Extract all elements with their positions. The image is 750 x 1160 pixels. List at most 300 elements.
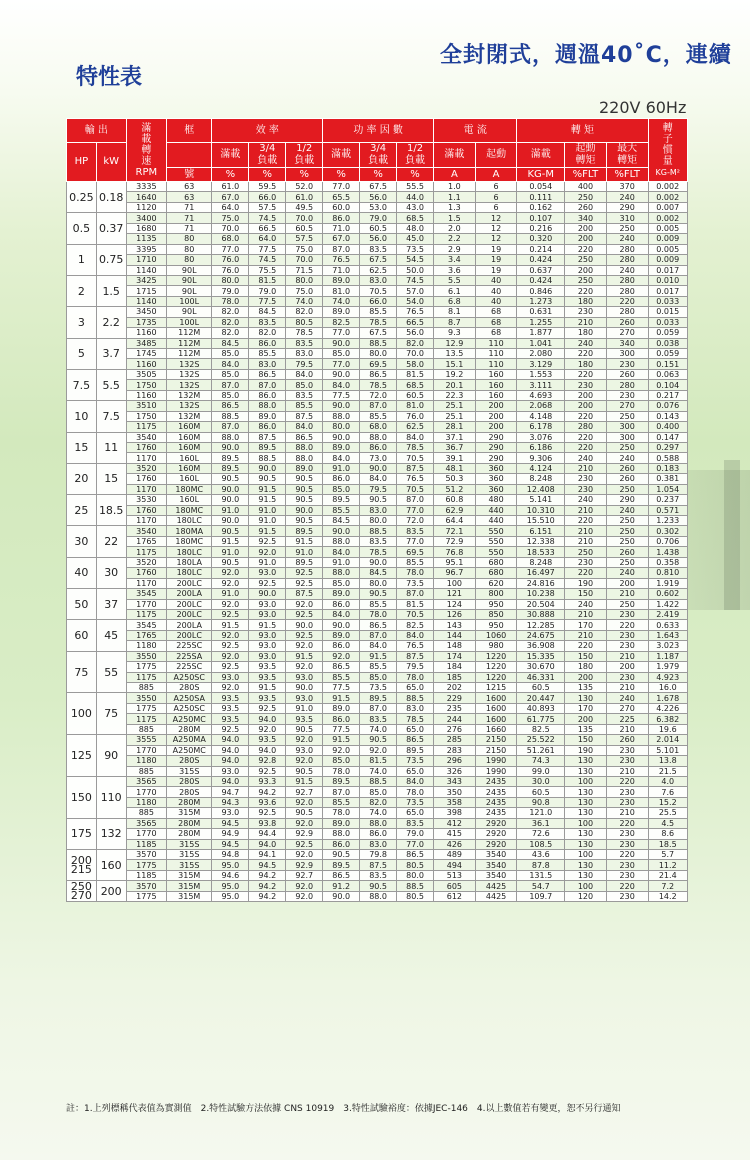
table-cell: 0.104: [648, 380, 687, 390]
table-cell: 81.5: [249, 275, 286, 285]
table-cell: 1.877: [517, 328, 565, 338]
table-cell: 1175: [126, 672, 167, 682]
table-cell: 230: [606, 787, 648, 797]
table-cell: 83.0: [249, 359, 286, 369]
table-cell: 89.5: [212, 463, 249, 473]
table-cell: 230: [606, 745, 648, 755]
table-cell: 65.5: [323, 192, 360, 202]
table-cell: 94.8: [212, 850, 249, 860]
table-cell: 68: [475, 317, 517, 327]
table-cell: 220: [565, 641, 607, 651]
unit-pct: %: [397, 168, 434, 182]
table-cell: 220: [606, 620, 648, 630]
table-cell: 91.0: [249, 516, 286, 526]
table-cell: 92.0: [286, 881, 323, 891]
table-cell: 1760: [126, 568, 167, 578]
table-cell: 90.5: [360, 589, 397, 599]
table-cell: 0.002: [648, 182, 687, 192]
table-cell: 70.5: [397, 609, 434, 619]
table-cell: 73.0: [360, 453, 397, 463]
table-cell: 310: [606, 213, 648, 223]
table-cell: 3545: [126, 620, 167, 630]
table-cell: 3400: [126, 213, 167, 223]
table-cell: 25.1: [434, 401, 476, 411]
table-cell: 82.5: [517, 724, 565, 734]
table-cell: 75.5: [249, 265, 286, 275]
table-cell: 86.5: [360, 620, 397, 630]
table-cell: 92.9: [286, 829, 323, 839]
table-cell: 0.183: [648, 463, 687, 473]
table-cell: 280M: [167, 829, 212, 839]
table-cell: 200: [475, 422, 517, 432]
table-cell: 84.0: [212, 359, 249, 369]
table-cell: 94.5: [212, 839, 249, 849]
table-cell: 82.0: [212, 328, 249, 338]
table-row: [67, 850, 688, 860]
table-cell: 12.285: [517, 620, 565, 630]
table-row: [67, 182, 688, 192]
table-cell: 605: [434, 881, 476, 891]
col-power-factor: 功 率 因 數: [323, 119, 434, 143]
table-cell: 86.5: [286, 432, 323, 442]
table-cell: 86.0: [323, 213, 360, 223]
kw-cell: 75: [96, 693, 126, 735]
table-cell: 70.0: [286, 255, 323, 265]
table-row: [67, 672, 688, 682]
table-row: [67, 202, 688, 212]
table-cell: 81.0: [397, 401, 434, 411]
table-cell: 240: [565, 599, 607, 609]
table-cell: 83.5: [360, 870, 397, 880]
table-cell: 86.5: [323, 662, 360, 672]
table-cell: 950: [475, 620, 517, 630]
table-row: [67, 641, 688, 651]
table-cell: 260: [606, 369, 648, 379]
table-cell: 79.5: [286, 359, 323, 369]
table-cell: 326: [434, 766, 476, 776]
table-cell: 90.0: [212, 516, 249, 526]
table-cell: 290: [606, 202, 648, 212]
table-cell: 160M: [167, 422, 212, 432]
table-cell: 94.0: [249, 745, 286, 755]
table-cell: 72.0: [360, 390, 397, 400]
table-cell: 90.0: [323, 620, 360, 630]
table-cell: 11.2: [648, 860, 687, 870]
table-cell: 89.0: [323, 275, 360, 285]
table-cell: 92.0: [286, 797, 323, 807]
table-cell: 90.5: [212, 526, 249, 536]
table-row: [67, 338, 688, 348]
table-cell: 16.0: [648, 683, 687, 693]
table-cell: 315M: [167, 808, 212, 818]
table-row: [67, 422, 688, 432]
table-cell: 8.6: [648, 829, 687, 839]
table-cell: 74.0: [323, 296, 360, 306]
table-cell: 2.9: [434, 244, 476, 254]
table-cell: 77.0: [212, 244, 249, 254]
table-cell: 89.5: [286, 526, 323, 536]
table-cell: 80.0: [212, 275, 249, 285]
table-cell: 89.0: [323, 630, 360, 640]
table-cell: 160L: [167, 453, 212, 463]
table-row: [67, 756, 688, 766]
table-cell: 160M: [167, 442, 212, 452]
table-row: [67, 442, 688, 452]
table-cell: 82.0: [212, 317, 249, 327]
table-cell: 0.002: [648, 213, 687, 223]
table-cell: 82.0: [397, 338, 434, 348]
table-cell: 76.0: [212, 265, 249, 275]
table-cell: 260: [606, 317, 648, 327]
table-cell: 99.0: [517, 766, 565, 776]
table-cell: 270: [606, 328, 648, 338]
table-cell: 13.5: [434, 349, 476, 359]
table-cell: 0.063: [648, 369, 687, 379]
table-cell: 1170: [126, 453, 167, 463]
table-cell: 87.0: [360, 630, 397, 640]
hp-cell: 100: [67, 693, 97, 735]
table-cell: 93.3: [249, 776, 286, 786]
table-cell: 77.0: [323, 359, 360, 369]
table-cell: 230: [606, 756, 648, 766]
table-cell: 85.5: [286, 401, 323, 411]
table-cell: 93.0: [249, 609, 286, 619]
table-row: [67, 296, 688, 306]
table-cell: 87.8: [517, 860, 565, 870]
table-row: [67, 589, 688, 599]
table-cell: 66.0: [360, 296, 397, 306]
kw-cell: 200: [96, 881, 126, 902]
table-cell: 89.5: [323, 495, 360, 505]
table-cell: 87.0: [397, 495, 434, 505]
table-cell: 350: [434, 787, 476, 797]
table-cell: 210: [565, 630, 607, 640]
table-cell: 73.5: [397, 578, 434, 588]
table-cell: 18.5: [648, 839, 687, 849]
table-cell: 73.5: [360, 683, 397, 693]
table-row: [67, 536, 688, 546]
col-frame-no: 號: [167, 168, 212, 182]
table-cell: 1180: [126, 641, 167, 651]
table-cell: 28.1: [434, 422, 476, 432]
table-cell: 57.5: [286, 234, 323, 244]
table-cell: 180MC: [167, 484, 212, 494]
table-cell: 130: [565, 787, 607, 797]
table-cell: 250: [606, 599, 648, 609]
table-cell: 88.0: [249, 401, 286, 411]
table-cell: 121.0: [517, 808, 565, 818]
table-cell: 88.5: [397, 881, 434, 891]
table-cell: 67.0: [323, 234, 360, 244]
table-cell: 78.0: [360, 609, 397, 619]
table-cell: 76.5: [397, 641, 434, 651]
table-cell: 315S: [167, 766, 212, 776]
table-cell: 88.5: [360, 526, 397, 536]
table-cell: 210: [565, 505, 607, 515]
table-row: [67, 286, 688, 296]
table-cell: 92.5: [249, 766, 286, 776]
table-cell: 3540: [126, 432, 167, 442]
table-cell: 86.0: [323, 839, 360, 849]
table-cell: A250MC: [167, 714, 212, 724]
table-cell: 1135: [126, 234, 167, 244]
table-cell: 79.5: [360, 484, 397, 494]
table-cell: 93.0: [212, 808, 249, 818]
table-cell: 0.017: [648, 265, 687, 275]
table-cell: 1775: [126, 860, 167, 870]
table-cell: 84.0: [360, 641, 397, 651]
table-cell: 85.5: [323, 672, 360, 682]
unit-pflt: %FLT: [565, 168, 607, 182]
table-cell: 16.497: [517, 568, 565, 578]
table-cell: 82.0: [286, 307, 323, 317]
table-body: [67, 182, 688, 902]
table-cell: 4.0: [648, 776, 687, 786]
table-cell: 440: [475, 516, 517, 526]
table-row: [67, 599, 688, 609]
table-cell: 94.7: [212, 787, 249, 797]
table-cell: 132M: [167, 390, 212, 400]
table-cell: 92.0: [212, 578, 249, 588]
table-cell: 85.5: [360, 662, 397, 672]
table-cell: 260: [606, 547, 648, 557]
table-cell: 94.0: [249, 839, 286, 849]
table-cell: 19.2: [434, 369, 476, 379]
table-cell: 14.2: [648, 891, 687, 901]
table-cell: 6: [475, 182, 517, 192]
table-cell: 92.0: [249, 724, 286, 734]
table-cell: 91.5: [249, 495, 286, 505]
table-row: [67, 881, 688, 891]
table-cell: 240: [606, 568, 648, 578]
table-cell: 83.5: [360, 244, 397, 254]
col-cur-start: 起動: [475, 143, 517, 168]
table-cell: 40: [475, 286, 517, 296]
table-cell: 56.0: [360, 192, 397, 202]
table-cell: 112M: [167, 328, 212, 338]
table-cell: 60.0: [323, 202, 360, 212]
table-cell: 48.0: [397, 223, 434, 233]
table-cell: 92.5: [212, 724, 249, 734]
table-cell: 84.0: [397, 776, 434, 786]
table-cell: 93.0: [212, 766, 249, 776]
table-cell: 135: [565, 683, 607, 693]
table-cell: 315M: [167, 881, 212, 891]
table-row: [67, 317, 688, 327]
table-cell: 88.0: [323, 829, 360, 839]
table-cell: 1715: [126, 286, 167, 296]
table-cell: 54.0: [397, 296, 434, 306]
table-cell: 94.2: [249, 787, 286, 797]
table-cell: 148: [434, 641, 476, 651]
table-cell: 250: [565, 547, 607, 557]
table-cell: 280: [606, 380, 648, 390]
table-cell: 0.631: [517, 307, 565, 317]
table-row: [67, 223, 688, 233]
table-cell: 160M: [167, 463, 212, 473]
table-cell: 67.5: [360, 182, 397, 192]
table-cell: 0.009: [648, 234, 687, 244]
table-cell: 1.422: [648, 599, 687, 609]
table-cell: 240: [565, 338, 607, 348]
table-row: [67, 870, 688, 880]
table-cell: 100: [434, 578, 476, 588]
table-row: [67, 568, 688, 578]
table-cell: 2435: [475, 808, 517, 818]
table-cell: 90.5: [212, 474, 249, 484]
table-cell: 60.8: [434, 495, 476, 505]
table-cell: 220: [606, 818, 648, 828]
table-cell: 89.5: [323, 860, 360, 870]
col-kw: kW: [96, 143, 126, 182]
table-cell: 200LC: [167, 599, 212, 609]
table-cell: 185: [434, 672, 476, 682]
table-cell: 83.0: [360, 839, 397, 849]
table-cell: 1.0: [434, 182, 476, 192]
table-cell: 132S: [167, 380, 212, 390]
kw-cell: 160: [96, 850, 126, 881]
table-cell: 92.0: [249, 547, 286, 557]
table-cell: 100: [565, 818, 607, 828]
table-cell: 83.5: [360, 536, 397, 546]
table-cell: 0.637: [517, 265, 565, 275]
table-cell: 250: [606, 442, 648, 452]
table-cell: 79.5: [397, 662, 434, 672]
table-cell: 90.5: [212, 557, 249, 567]
table-cell: 3550: [126, 651, 167, 661]
table-cell: 92.5: [212, 609, 249, 619]
table-cell: 85.0: [323, 484, 360, 494]
table-cell: 81.5: [397, 599, 434, 609]
table-cell: 230: [606, 839, 648, 849]
table-cell: 88.5: [360, 776, 397, 786]
table-cell: 90.0: [323, 526, 360, 536]
table-cell: 90.0: [286, 683, 323, 693]
table-cell: 93.0: [286, 693, 323, 703]
table-cell: 130: [565, 693, 607, 703]
table-cell: 2435: [475, 797, 517, 807]
table-cell: 180LC: [167, 568, 212, 578]
table-cell: 85.5: [323, 505, 360, 515]
table-cell: 88.0: [360, 891, 397, 901]
table-cell: 82.0: [212, 307, 249, 317]
page-title: 特性表: [76, 65, 143, 90]
table-cell: 0.007: [648, 202, 687, 212]
table-cell: 94.0: [212, 735, 249, 745]
table-cell: 200: [606, 578, 648, 588]
table-cell: 90.5: [286, 516, 323, 526]
table-cell: 73.5: [397, 244, 434, 254]
table-cell: 92.0: [360, 745, 397, 755]
table-row: [67, 787, 688, 797]
table-cell: 200: [565, 234, 607, 244]
kw-cell: 55: [96, 651, 126, 693]
unit-pct: %: [212, 168, 249, 182]
table-cell: 92.0: [212, 599, 249, 609]
table-cell: 79.0: [249, 286, 286, 296]
table-cell: 1760: [126, 442, 167, 452]
table-cell: 66.5: [249, 223, 286, 233]
kw-cell: 2.2: [96, 307, 126, 338]
table-cell: 230: [606, 672, 648, 682]
table-cell: 84.0: [323, 609, 360, 619]
table-cell: 4.148: [517, 411, 565, 421]
table-cell: 92.0: [286, 641, 323, 651]
table-cell: 180: [565, 296, 607, 306]
table-cell: 2920: [475, 839, 517, 849]
table-cell: 7.6: [648, 787, 687, 797]
table-cell: 283: [434, 745, 476, 755]
table-cell: 398: [434, 808, 476, 818]
table-cell: 885: [126, 808, 167, 818]
table-cell: 200LC: [167, 630, 212, 640]
table-cell: 92.7: [286, 787, 323, 797]
table-cell: 85.5: [249, 349, 286, 359]
table-cell: 87.5: [249, 432, 286, 442]
table-cell: 1060: [475, 630, 517, 640]
hp-cell: 20: [67, 463, 97, 494]
table-cell: 15.2: [648, 797, 687, 807]
hp-cell: 0.25: [67, 182, 97, 213]
table-cell: 15.1: [434, 359, 476, 369]
table-cell: 89.0: [323, 307, 360, 317]
table-cell: 1.3: [434, 202, 476, 212]
table-cell: 3555: [126, 735, 167, 745]
table-cell: 1170: [126, 578, 167, 588]
table-cell: 60.5: [517, 787, 565, 797]
col-eff-full: 滿載: [212, 143, 249, 168]
table-cell: 91.0: [212, 505, 249, 515]
table-cell: 2.0: [434, 223, 476, 233]
table-cell: 3520: [126, 557, 167, 567]
table-cell: 92.5: [286, 578, 323, 588]
table-cell: 4425: [475, 881, 517, 891]
table-cell: 95.0: [212, 891, 249, 901]
table-cell: 1180: [126, 756, 167, 766]
table-cell: 132S: [167, 401, 212, 411]
table-row: [67, 766, 688, 776]
table-cell: 3425: [126, 275, 167, 285]
table-cell: 44.0: [397, 192, 434, 202]
table-cell: 78.0: [397, 787, 434, 797]
table-cell: 290: [475, 453, 517, 463]
table-cell: 285: [434, 735, 476, 745]
table-cell: 80: [167, 255, 212, 265]
table-cell: 92.0: [212, 651, 249, 661]
table-cell: 90L: [167, 307, 212, 317]
table-cell: 0.017: [648, 286, 687, 296]
table-cell: 71: [167, 202, 212, 212]
table-cell: 56.0: [397, 328, 434, 338]
table-cell: 90.5: [286, 495, 323, 505]
table-cell: 91.5: [249, 526, 286, 536]
table-cell: 220: [565, 442, 607, 452]
table-cell: 250: [565, 255, 607, 265]
table-cell: 280S: [167, 756, 212, 766]
rated-speed-label: 滿 載 轉 速: [141, 122, 152, 167]
table-cell: 68.5: [397, 380, 434, 390]
table-cell: 360: [475, 484, 517, 494]
table-cell: 130: [565, 808, 607, 818]
table-cell: 160: [475, 369, 517, 379]
table-cell: 90.5: [286, 808, 323, 818]
table-cell: 1120: [126, 202, 167, 212]
table-cell: 92.5: [212, 662, 249, 672]
table-cell: 91.5: [360, 651, 397, 661]
table-cell: 1160: [126, 328, 167, 338]
table-cell: 3540: [475, 850, 517, 860]
table-cell: 64.0: [249, 234, 286, 244]
